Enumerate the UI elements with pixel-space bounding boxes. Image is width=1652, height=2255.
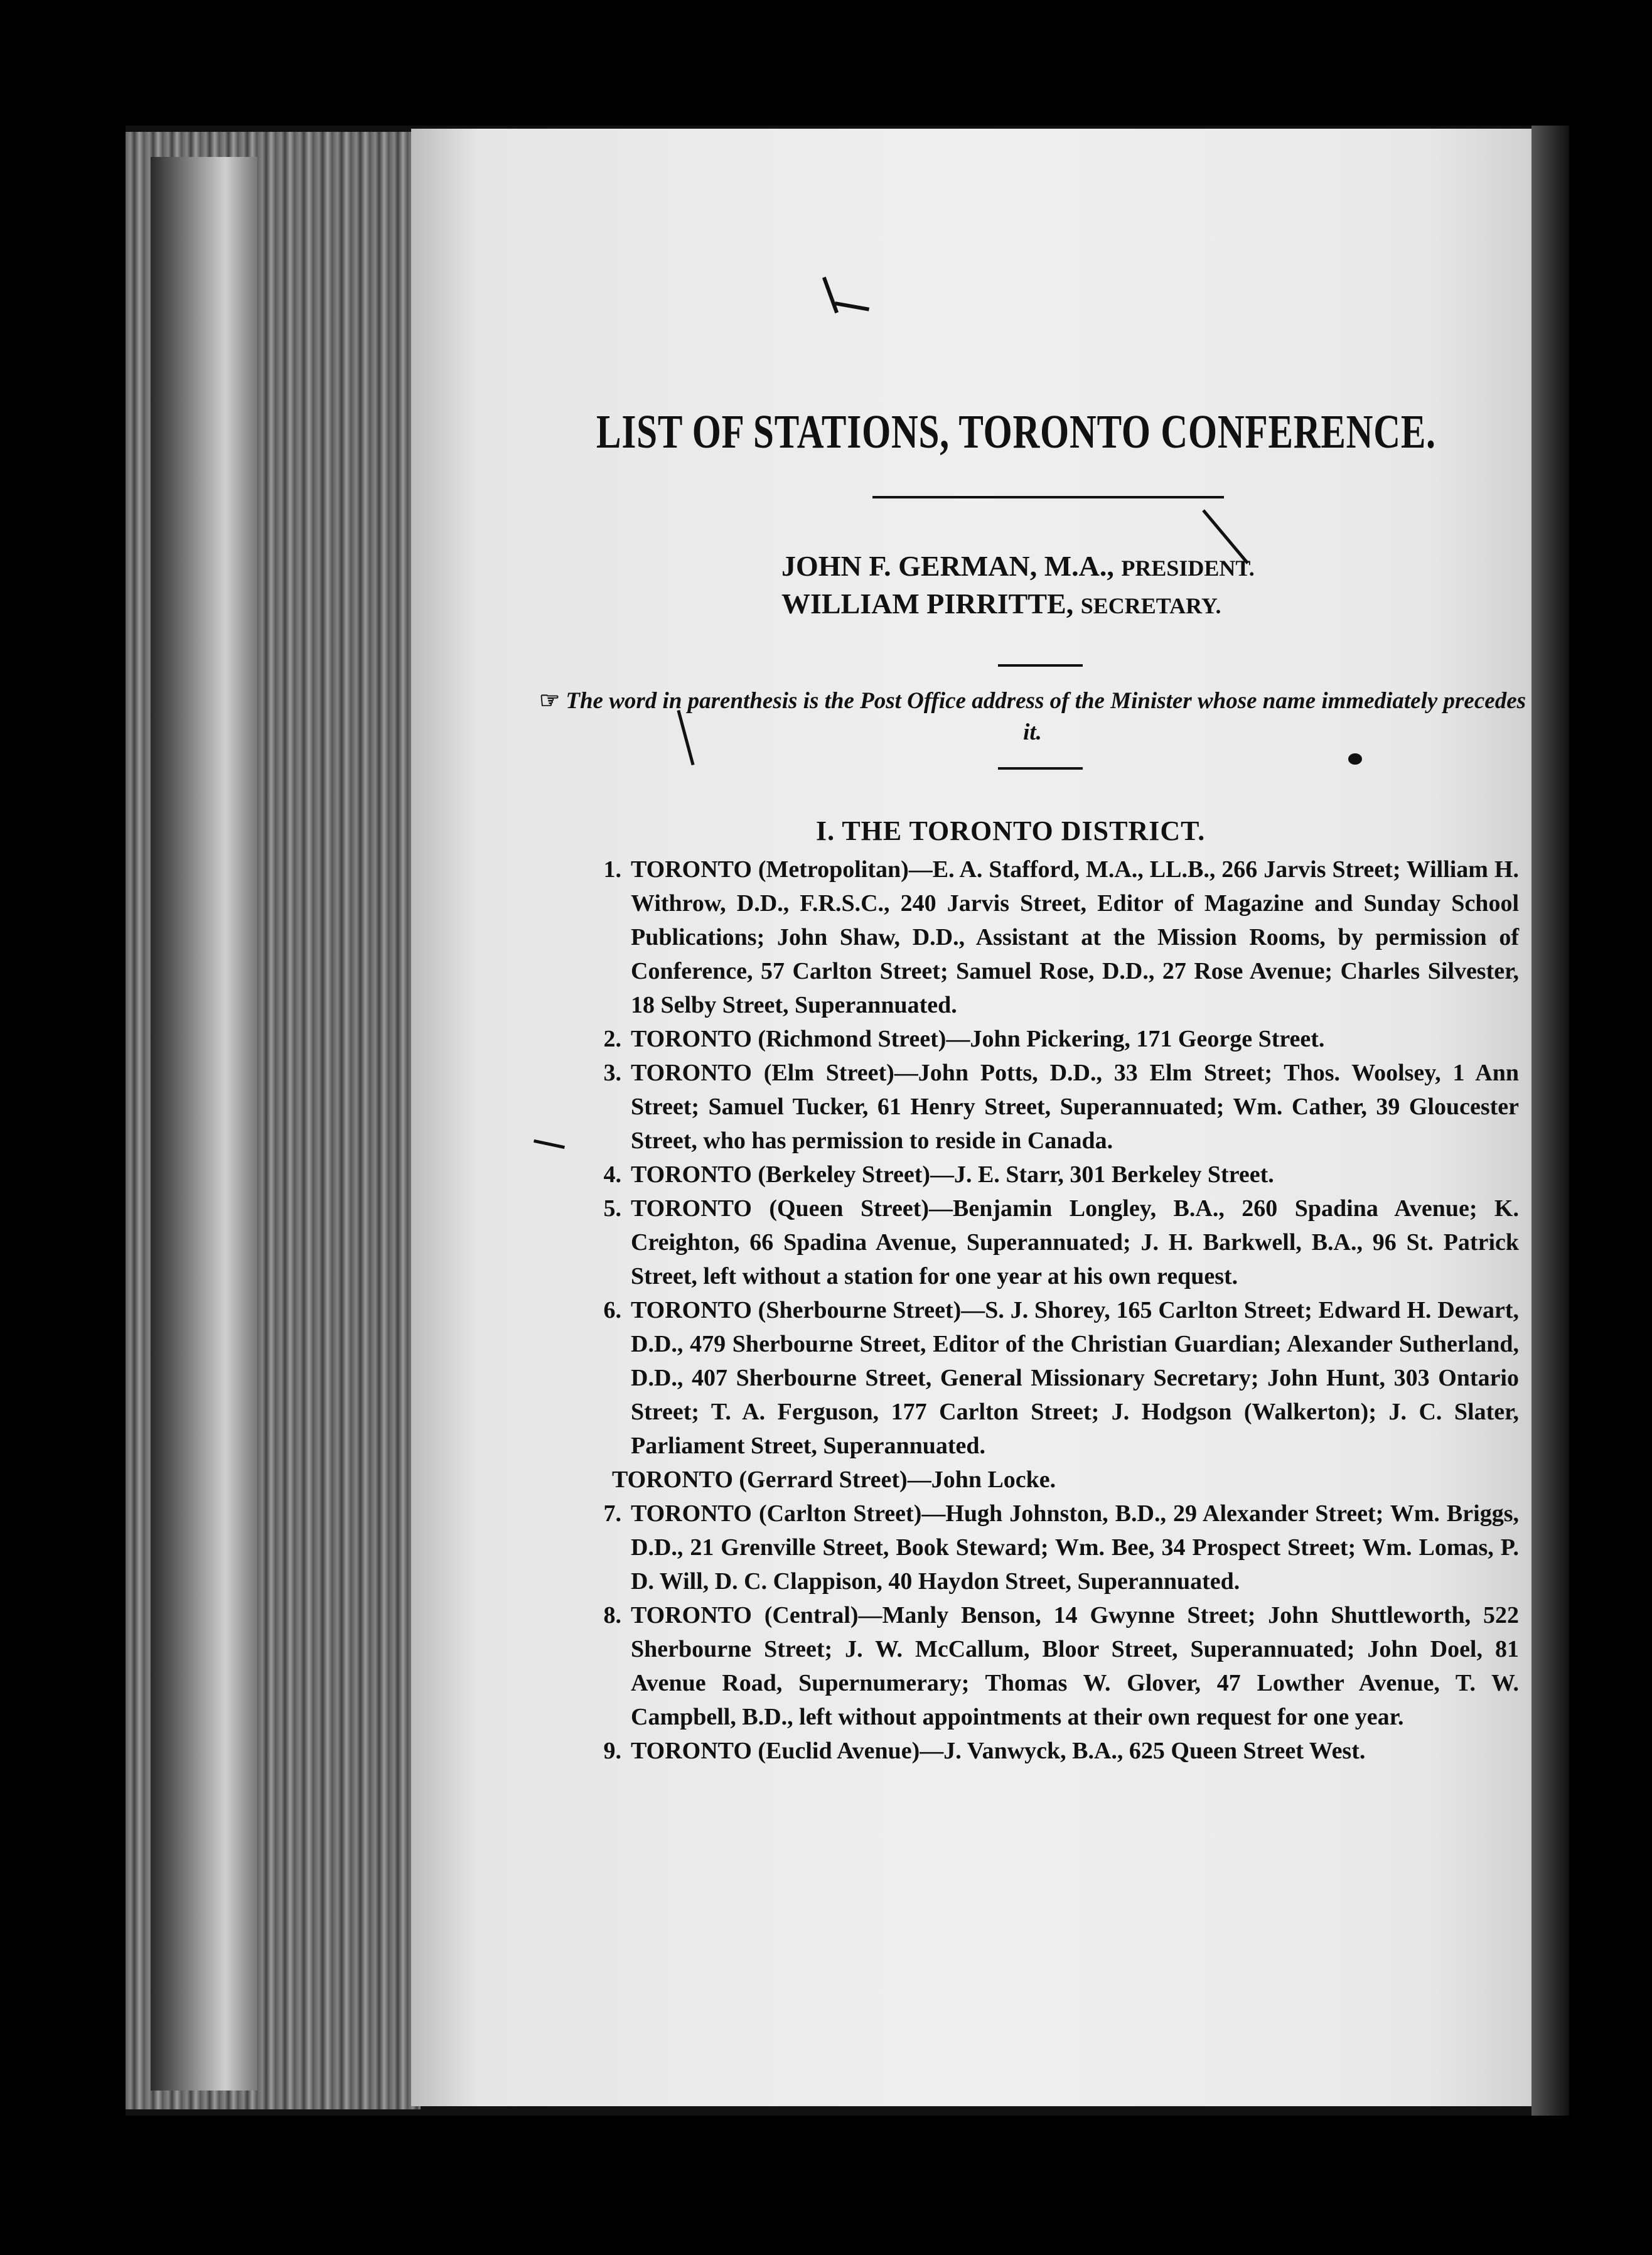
officer-rule bbox=[998, 664, 1083, 667]
pencil-mark bbox=[835, 301, 869, 311]
entry-text: TORONTO (Central)—Manly Benson, 14 Gwynne Street; John Shuttleworth, 522 Sherbourne Street; J. W. McCallum, Bloor Street, Superannuated; John Doel, 81 Avenue Road, Supernumerary; Thomas W. Glover, 47 Lowther Avenue, T. W. Campbell, B.D., left without appointments at their own request for one year. bbox=[631, 1602, 1519, 1730]
entry-number: 3. bbox=[603, 1060, 621, 1086]
station-entry bbox=[565, 1022, 1519, 1056]
entry-number: 4. bbox=[603, 1161, 621, 1188]
station-entry bbox=[565, 1463, 1519, 1497]
station-entry bbox=[565, 1598, 1519, 1734]
entry-text: TORONTO (Carlton Street)—Hugh Johnston, B.D., 29 Alexander Street; Wm. Briggs, D.D., 21 Grenville Street, Book Steward; Wm. Bee, 34 Prospect Street; Wm. Lomas, P. D. Will, D. C. Clappison, 40 Haydon Street, Superannuated. bbox=[631, 1500, 1519, 1595]
entry-text: TORONTO (Gerrard Street)—John Locke. bbox=[612, 1467, 1056, 1493]
station-entry bbox=[565, 1192, 1519, 1293]
page-title: LIST OF STATIONS, TORONTO CONFERENCE. bbox=[596, 406, 1436, 458]
entry-number: 6. bbox=[603, 1297, 621, 1323]
entry-number: 1. bbox=[603, 856, 621, 883]
entry-number: 8. bbox=[603, 1602, 621, 1628]
note-rule bbox=[998, 767, 1083, 770]
station-entry bbox=[565, 853, 1519, 1022]
station-entry bbox=[565, 1734, 1519, 1768]
entry-number: 7. bbox=[603, 1500, 621, 1527]
pencil-mark bbox=[822, 277, 839, 313]
note-text: The word in parenthesis is the Post Office address of the Minister whose name immediately precedes it. bbox=[566, 688, 1526, 745]
entry-number: 5. bbox=[603, 1195, 621, 1222]
entry-text: TORONTO (Metropolitan)—E. A. Stafford, M.A., LL.B., 266 Jarvis Street; William H. Withrow, D.D., F.R.S.C., 240 Jarvis Street, Editor of Magazine and Sunday School Publications; John Shaw, D.D., Assistant at the Mission Rooms, by permission of Conference, 57 Carlton Street; Samuel Rose, D.D., 27 Rose Avenue; Charles Silvester, 18 Selby Street, Superannuated. bbox=[631, 856, 1519, 1018]
entry-number: 2. bbox=[603, 1026, 621, 1052]
entry-number: 9. bbox=[603, 1738, 621, 1764]
station-entry bbox=[565, 1293, 1519, 1463]
entry-text: TORONTO (Berkeley Street)—J. E. Starr, 301 Berkeley Street. bbox=[631, 1161, 1274, 1188]
entry-text: TORONTO (Queen Street)—Benjamin Longley, B.A., 260 Spadina Avenue; K. Creighton, 66 Spadina Avenue, Superannuated; J. H. Barkwell, B.A., 96 St. Patrick Street, left without a station for one year at his own request. bbox=[631, 1195, 1519, 1289]
secretary-role: SECRETARY. bbox=[1080, 593, 1221, 618]
president-role: PRESIDENT. bbox=[1121, 556, 1255, 581]
pencil-mark bbox=[534, 1139, 565, 1149]
entry-text: TORONTO (Elm Street)—John Potts, D.D., 33 Elm Street; Thos. Woolsey, 1 Ann Street; Samuel Tucker, 61 Henry Street, Superannuated; Wm. Cather, 39 Gloucester Street, who has permission to reside in Canada. bbox=[631, 1060, 1519, 1154]
pointing-hand-icon: ☞ bbox=[539, 688, 560, 714]
station-entry bbox=[565, 1056, 1519, 1158]
station-entry bbox=[565, 1158, 1519, 1192]
entry-text: TORONTO (Sherbourne Street)—S. J. Shorey, 165 Carlton Street; Edward H. Dewart, D.D., 479 Sherbourne Street, Editor of the Christian Guardian; Alexander Sutherland, D.D., 407 Sherbourne Street, General Missionary Secretary; John Hunt, 303 Ontario Street; T. A. Ferguson, 177 Carlton Street; J. Hodgson (Walkerton); J. C. Slater, Parliament Street, Superannuated. bbox=[631, 1297, 1519, 1459]
district-heading: I. THE TORONTO DISTRICT. bbox=[816, 815, 1206, 846]
president-name: JOHN F. GERMAN, M.A., bbox=[781, 550, 1114, 582]
entry-text: TORONTO (Richmond Street)—John Pickering, 171 George Street. bbox=[631, 1026, 1325, 1052]
title-rule bbox=[872, 496, 1224, 498]
entry-text: TORONTO (Euclid Avenue)—J. Vanwyck, B.A., 625 Queen Street West. bbox=[631, 1738, 1366, 1764]
station-list bbox=[565, 853, 1519, 1768]
ink-speck bbox=[1348, 753, 1362, 765]
secretary-line bbox=[781, 587, 1221, 620]
president-line bbox=[781, 549, 1255, 583]
secretary-name: WILLIAM PIRRITTE, bbox=[781, 588, 1074, 620]
station-entry bbox=[565, 1497, 1519, 1598]
